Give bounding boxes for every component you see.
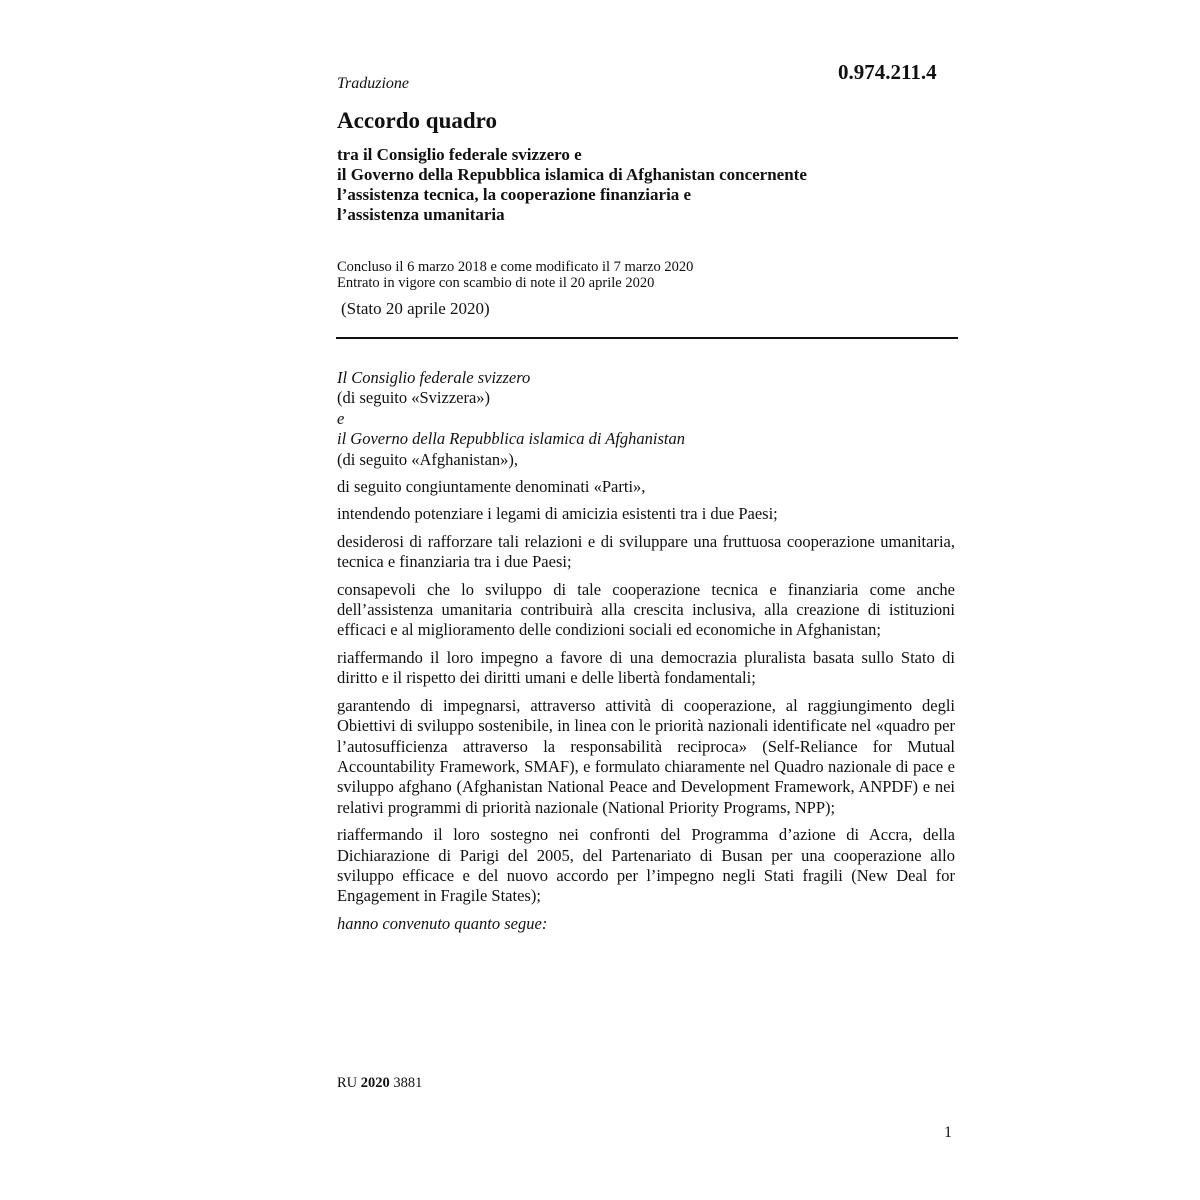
document-title: Accordo quadro (337, 108, 497, 133)
subtitle-line: tra il Consiglio federale svizzero e (337, 145, 582, 164)
separator-rule (336, 337, 958, 339)
parties-block (337, 368, 955, 470)
sr-number: 0.974.211.4 (838, 60, 937, 84)
preamble-paragraph: consapevoli che lo sviluppo di tale cooperazione tecnica e finanziaria come anche dell’assistenza umanitaria contribuirà alla crescita inclusiva, alla creazione di istituzioni efficaci e al miglioramento delle condizioni sociali ed economiche in Afghanistan; (337, 579, 955, 640)
in-force-date: Entrato in vigore con scambio di note il 20 aprile 2020 (337, 275, 655, 291)
party-afghanistan: il Governo della Repubblica islamica di Afghanistan (337, 429, 685, 449)
date-info (337, 259, 693, 291)
ru-prefix: RU (337, 1075, 358, 1091)
preamble-paragraph: desiderosi di rafforzare tali relazioni e di sviluppare una fruttuosa cooperazione umanitaria, tecnica e finanziaria tra i due Paesi; (337, 531, 955, 572)
status-date: (Stato 20 aprile 2020) (341, 299, 490, 318)
ru-year: 2020 (360, 1075, 390, 1091)
preamble-paragraph: di seguito congiuntamente denominati «Parti», (337, 477, 646, 497)
translation-label: Traduzione (337, 75, 410, 92)
document-subtitle (337, 145, 957, 225)
preamble-paragraph: garantendo di impegnarsi, attraverso attività di cooperazione, al raggiungimento degli Obiettivi di sviluppo sostenibile, in linea con le priorità nazionali identificate nel «quadro per l’autosufficienza attraverso la responsabilità reciproca» (Self-Reliance for Mutual Accountability Framework, SMAF), e formulato chiaramente nel Quadro nazionale di pace e sviluppo afghano (Afghanistan National Peace and Development Framework, ANPDF) e nei relativi programmi di priorità nazionale (National Priority Programs, NPP); (337, 695, 955, 817)
ru-page: 3881 (393, 1075, 423, 1091)
subtitle-line: il Governo della Repubblica islamica di Afghanistan concernente (337, 165, 807, 184)
preamble-paragraph: riaffermando il loro sostegno nei confronti del Programma d’azione di Accra, della Dichiarazione di Parigi del 2005, del Partenariato di Busan per una cooperazione allo sviluppo efficace e del nuovo accordo per l’impegno negli Stati fragili (New Deal for Engagement in Fragile States); (337, 825, 955, 906)
page-number: 1 (944, 1124, 952, 1141)
official-compilation-ref (337, 1075, 422, 1092)
conjunction: e (337, 408, 345, 428)
subtitle-line: l’assistenza umanitaria (337, 205, 505, 224)
party-switzerland: Il Consiglio federale svizzero (337, 368, 531, 387)
party-afghanistan-alias: (di seguito «Afghanistan»), (337, 449, 519, 469)
subtitle-line: l’assistenza tecnica, la cooperazione finanziaria e (337, 185, 692, 204)
party-switzerland-alias: (di seguito «Svizzera») (337, 388, 491, 408)
preamble (337, 368, 955, 941)
preamble-paragraph: riaffermando il loro impegno a favore di una democrazia pluralista basata sullo Stato di diritto e il rispetto dei diritti umani e delle libertà fondamentali; (337, 647, 955, 688)
preamble-paragraph: intendendo potenziare i legami di amicizia esistenti tra i due Paesi; (337, 504, 778, 524)
concluded-date: Concluso il 6 marzo 2018 e come modificato il 7 marzo 2020 (337, 259, 694, 275)
preamble-closing: hanno convenuto quanto segue: (337, 913, 548, 933)
